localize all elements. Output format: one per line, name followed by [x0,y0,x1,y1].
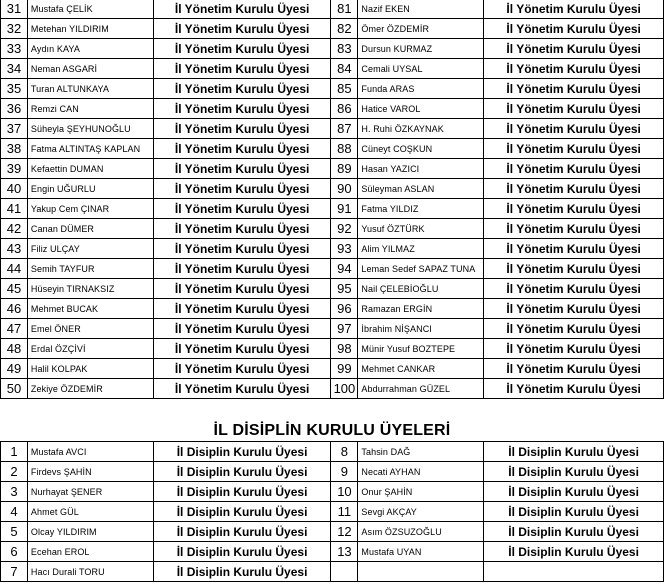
member-title: İl Yönetim Kurulu Üyesi [484,0,664,19]
member-name: Necati AYHAN [358,462,484,482]
member-title: İl Yönetim Kurulu Üyesi [153,179,331,199]
member-title: İl Disiplin Kurulu Üyesi [484,442,664,462]
table-row [1,259,664,279]
member-number: 87 [331,119,358,139]
member-title: İl Yönetim Kurulu Üyesi [153,299,331,319]
section-gap [0,398,664,418]
member-number: 40 [1,179,28,199]
member-title: İl Yönetim Kurulu Üyesi [484,279,664,299]
table-row [1,159,664,179]
discipline-members-table [0,441,664,582]
member-number: 50 [1,379,28,399]
member-name: Hasan YAZICI [358,159,484,179]
member-title: İl Yönetim Kurulu Üyesi [484,79,664,99]
member-name: Fatma YILDIZ [358,199,484,219]
member-number: 47 [1,319,28,339]
member-name: Süleyman ASLAN [358,179,484,199]
member-number: 98 [331,339,358,359]
member-name: Mehmet BUCAK [27,299,153,319]
member-number: 32 [1,19,28,39]
member-name: Alim YILMAZ [358,239,484,259]
member-number: 81 [331,0,358,19]
member-title: İl Yönetim Kurulu Üyesi [484,139,664,159]
member-number: 99 [331,359,358,379]
member-name: Sevgi AKÇAY [358,502,484,522]
member-name: Mehmet CANKAR [358,359,484,379]
member-title: İl Yönetim Kurulu Üyesi [153,219,331,239]
member-title: İl Yönetim Kurulu Üyesi [484,39,664,59]
member-title: İl Disiplin Kurulu Üyesi [153,522,331,542]
member-title: İl Yönetim Kurulu Üyesi [484,59,664,79]
table-row [1,562,664,582]
member-name: Firdevs ŞAHİN [27,462,153,482]
member-title: İl Yönetim Kurulu Üyesi [153,259,331,279]
table-row [1,339,664,359]
member-title: İl Disiplin Kurulu Üyesi [153,562,331,582]
member-title: İl Disiplin Kurulu Üyesi [153,442,331,462]
member-title: İl Disiplin Kurulu Üyesi [484,462,664,482]
member-name: Hatice VAROL [358,99,484,119]
table-row [1,179,664,199]
member-number: 5 [1,522,28,542]
table-row [1,482,664,502]
member-number: 43 [1,239,28,259]
member-name: Ömer ÖZDEMİR [358,19,484,39]
member-name: Semih TAYFUR [27,259,153,279]
member-number: 89 [331,159,358,179]
member-name: Münir Yusuf BOZTEPE [358,339,484,359]
member-title: İl Yönetim Kurulu Üyesi [484,119,664,139]
member-title: İl Disiplin Kurulu Üyesi [153,462,331,482]
member-number: 94 [331,259,358,279]
member-title: İl Disiplin Kurulu Üyesi [153,502,331,522]
member-number: 10 [331,482,358,502]
member-name: Nazif EKEN [358,0,484,19]
member-title: İl Yönetim Kurulu Üyesi [484,219,664,239]
member-number: 13 [331,542,358,562]
member-number: 85 [331,79,358,99]
member-name: Fatma ALTINTAŞ KAPLAN [27,139,153,159]
member-name: Olcay YILDIRIM [27,522,153,542]
member-name: Zekiye ÖZDEMİR [27,379,153,399]
member-number: 39 [1,159,28,179]
member-name: Abdurrahman GÜZEL [358,379,484,399]
member-number: 93 [331,239,358,259]
member-number: 2 [1,462,28,482]
table-row [1,502,664,522]
member-title: İl Yönetim Kurulu Üyesi [153,99,331,119]
member-number: 34 [1,59,28,79]
member-number: 41 [1,199,28,219]
member-number: 33 [1,39,28,59]
table-row [1,219,664,239]
member-name: Ahmet GÜL [27,502,153,522]
member-title: İl Disiplin Kurulu Üyesi [153,542,331,562]
member-name: Canan DÜMER [27,219,153,239]
member-number: 42 [1,219,28,239]
member-title: İl Yönetim Kurulu Üyesi [153,19,331,39]
member-number: 86 [331,99,358,119]
table-row [1,79,664,99]
member-name: Yusuf ÖZTÜRK [358,219,484,239]
member-title: İl Yönetim Kurulu Üyesi [484,99,664,119]
member-title: İl Yönetim Kurulu Üyesi [484,179,664,199]
member-number: 88 [331,139,358,159]
member-name: Nail ÇELEBİOĞLU [358,279,484,299]
member-name: Halil KOLPAK [27,359,153,379]
member-title: İl Yönetim Kurulu Üyesi [153,319,331,339]
member-name: Nurhayat ŞENER [27,482,153,502]
member-number: 1 [1,442,28,462]
member-number: 11 [331,502,358,522]
table-row [1,279,664,299]
table-row [1,239,664,259]
member-title: İl Yönetim Kurulu Üyesi [484,299,664,319]
table-row [1,199,664,219]
member-number: 8 [331,442,358,462]
member-title [484,562,664,582]
member-name: Ramazan ERGİN [358,299,484,319]
member-title: İl Yönetim Kurulu Üyesi [484,159,664,179]
member-name: Dursun KURMAZ [358,39,484,59]
member-number: 6 [1,542,28,562]
member-name: Hüseyin TIRNAKSIZ [27,279,153,299]
member-title: İl Yönetim Kurulu Üyesi [153,79,331,99]
member-name: Neman ASGARİ [27,59,153,79]
member-number: 91 [331,199,358,219]
member-title: İl Yönetim Kurulu Üyesi [484,359,664,379]
member-title: İl Yönetim Kurulu Üyesi [153,39,331,59]
member-title: İl Disiplin Kurulu Üyesi [153,482,331,502]
table-row [1,462,664,482]
member-number: 7 [1,562,28,582]
table-row [1,139,664,159]
member-number: 90 [331,179,358,199]
member-name: Emel ÖNER [27,319,153,339]
member-number: 46 [1,299,28,319]
member-number: 3 [1,482,28,502]
member-name: Tahsin DAĞ [358,442,484,462]
member-number: 83 [331,39,358,59]
member-name: Engin UĞURLU [27,179,153,199]
member-name: İbrahim NİŞANCI [358,319,484,339]
member-name: Mustafa UYAN [358,542,484,562]
member-number: 12 [331,522,358,542]
member-number [331,562,358,582]
table-row [1,0,664,19]
member-name: Metehan YILDIRIM [27,19,153,39]
member-title: İl Yönetim Kurulu Üyesi [484,19,664,39]
table-row [1,542,664,562]
member-title: İl Disiplin Kurulu Üyesi [484,502,664,522]
member-number: 38 [1,139,28,159]
member-number: 35 [1,79,28,99]
member-name: Funda ARAS [358,79,484,99]
table-row [1,359,664,379]
member-title: İl Yönetim Kurulu Üyesi [153,0,331,19]
member-number: 97 [331,319,358,339]
member-name: Süheyla ŞEYHUNOĞLU [27,119,153,139]
member-title: İl Yönetim Kurulu Üyesi [484,199,664,219]
table-row [1,19,664,39]
member-name: Yakup Cem ÇINAR [27,199,153,219]
member-name: Aydın KAYA [27,39,153,59]
member-title: İl Yönetim Kurulu Üyesi [153,239,331,259]
member-name: H. Ruhi ÖZKAYNAK [358,119,484,139]
member-title: İl Yönetim Kurulu Üyesi [153,279,331,299]
member-title: İl Yönetim Kurulu Üyesi [153,139,331,159]
member-name: Leman Sedef SAPAZ TUNA [358,259,484,279]
member-title: İl Yönetim Kurulu Üyesi [484,259,664,279]
member-number: 84 [331,59,358,79]
member-number: 4 [1,502,28,522]
member-number: 95 [331,279,358,299]
member-title: İl Disiplin Kurulu Üyesi [484,482,664,502]
member-title: İl Yönetim Kurulu Üyesi [153,59,331,79]
member-number: 82 [331,19,358,39]
member-name: Turan ALTUNKAYA [27,79,153,99]
member-name: Ecehan EROL [27,542,153,562]
member-title: İl Yönetim Kurulu Üyesi [484,239,664,259]
member-title: İl Yönetim Kurulu Üyesi [153,379,331,399]
member-title: İl Yönetim Kurulu Üyesi [153,199,331,219]
member-number: 100 [331,379,358,399]
member-number: 37 [1,119,28,139]
member-title: İl Disiplin Kurulu Üyesi [484,522,664,542]
table-row [1,299,664,319]
member-name: Cemali UYSAL [358,59,484,79]
member-number: 45 [1,279,28,299]
member-title: İl Yönetim Kurulu Üyesi [484,379,664,399]
member-name: Remzi CAN [27,99,153,119]
member-title: İl Yönetim Kurulu Üyesi [153,119,331,139]
member-name: Mustafa ÇELİK [27,0,153,19]
discipline-heading: İL DİSİPLİN KURULU ÜYELERİ [213,422,451,439]
member-number: 9 [331,462,358,482]
member-title: İl Disiplin Kurulu Üyesi [484,542,664,562]
member-number: 44 [1,259,28,279]
member-name: Cüneyt COŞKUN [358,139,484,159]
member-name: Kefaettin DUMAN [27,159,153,179]
member-title: İl Yönetim Kurulu Üyesi [484,319,664,339]
table-row [1,379,664,399]
member-name: Onur ŞAHİN [358,482,484,502]
member-name [358,562,484,582]
member-name: Mustafa AVCI [27,442,153,462]
table-row [1,39,664,59]
member-name: Filiz ULÇAY [27,239,153,259]
member-title: İl Yönetim Kurulu Üyesi [484,339,664,359]
table-row [1,319,664,339]
member-number: 49 [1,359,28,379]
table-row [1,99,664,119]
member-name: Asım ÖZSUZOĞLU [358,522,484,542]
table-row [1,119,664,139]
member-title: İl Yönetim Kurulu Üyesi [153,339,331,359]
member-number: 31 [1,0,28,19]
member-name: Hacı Durali TORU [27,562,153,582]
table-row [1,59,664,79]
member-number: 36 [1,99,28,119]
member-number: 92 [331,219,358,239]
member-title: İl Yönetim Kurulu Üyesi [153,159,331,179]
table-row [1,522,664,542]
member-name: Erdal ÖZÇİVİ [27,339,153,359]
member-number: 48 [1,339,28,359]
table-row [1,442,664,462]
member-number: 96 [331,299,358,319]
member-title: İl Yönetim Kurulu Üyesi [153,359,331,379]
